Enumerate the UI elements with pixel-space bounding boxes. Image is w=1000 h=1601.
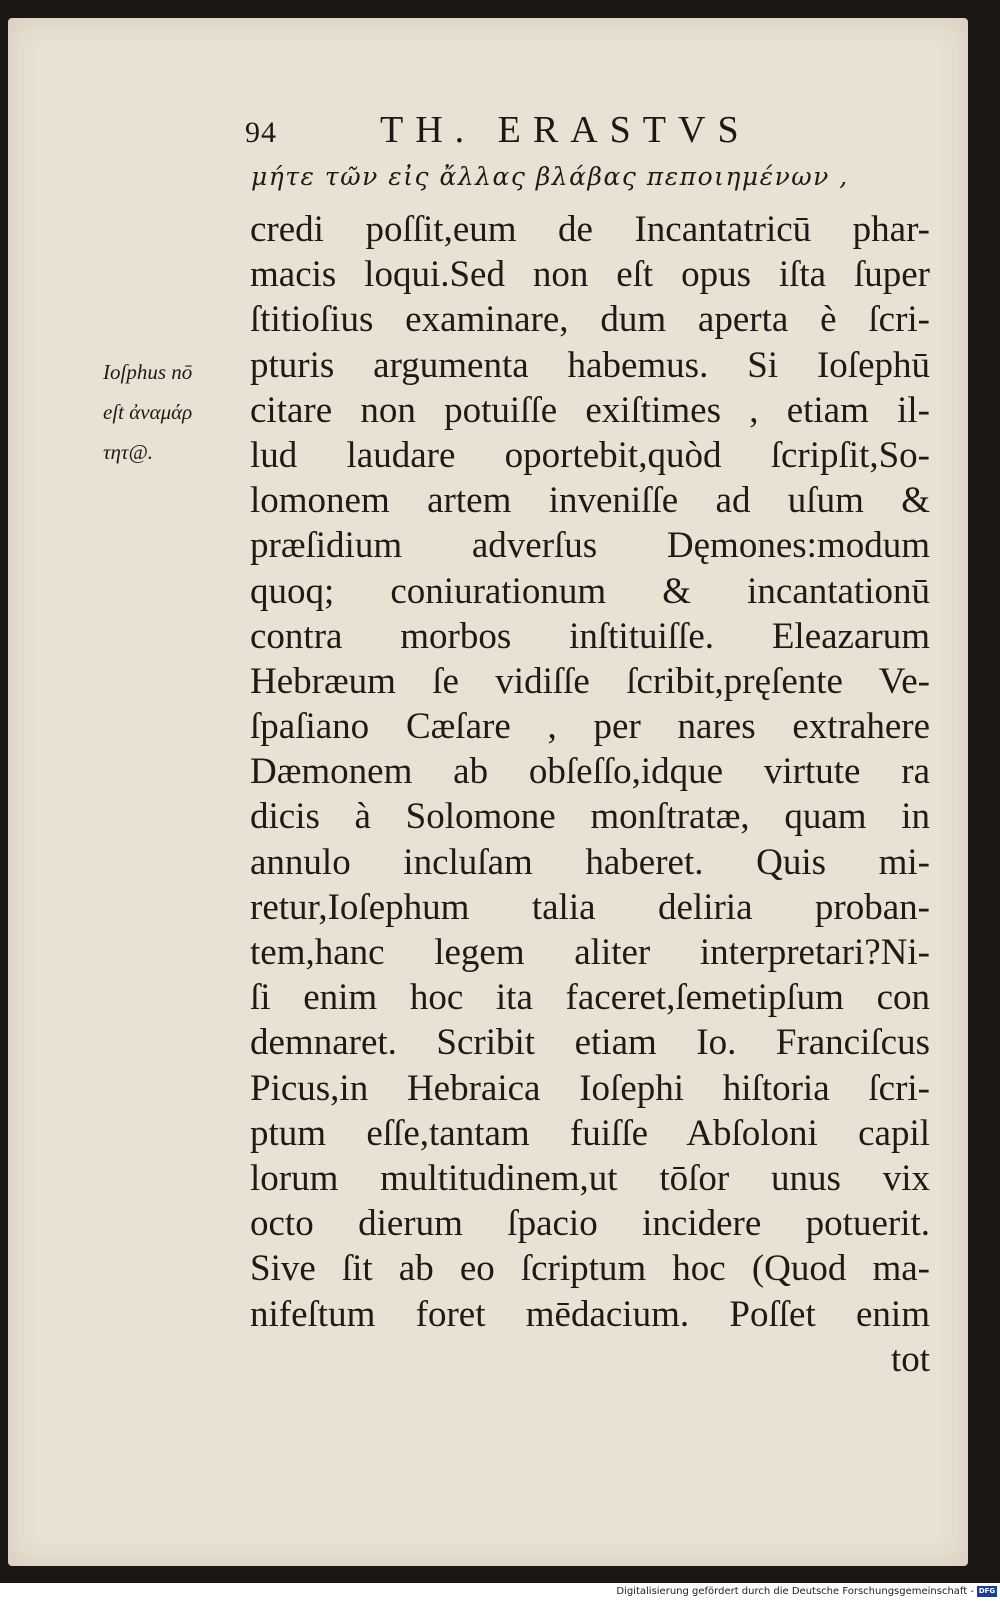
text-line: annulo incluſam haberet. Quis mi-: [250, 841, 930, 883]
dfg-logo-icon: DFG: [978, 1587, 996, 1595]
text-line: demnaret. Scribit etiam Io. Franciſcus: [250, 1022, 930, 1064]
text-line: ſi enim hoc ita faceret,ſemetipſum con: [250, 977, 930, 1019]
margin-note: [103, 352, 251, 472]
page-number: 94: [245, 116, 277, 149]
text-line: retur,Ioſephum talia deliria proban-: [250, 886, 930, 928]
text-line: ſpaſiano Cæſare , per nares extrahere: [250, 706, 930, 748]
text-line: credi poſſit,eum de Incantatricū phar-: [250, 209, 930, 250]
body-text: [250, 207, 930, 1382]
catchword: tot: [890, 1338, 930, 1380]
text-line: Sive ſit ab eo ſcriptum hoc (Quod ma-: [250, 1248, 930, 1290]
greek-quotation: μήτε τῶν εἰς ἄλλας βλάβας πεποιημένων ,: [251, 162, 849, 191]
text-line: contra morbos inſtituiſſe. Eleazarum: [250, 615, 930, 657]
margin-note-line: eſt ἀναμάρ: [103, 400, 193, 424]
running-head: TH. ERASTVS: [380, 109, 751, 151]
text-line: macis loqui.Sed non eſt opus iſta ſuper: [250, 254, 930, 296]
text-line: octo dierum ſpacio incidere potuerit.: [250, 1203, 930, 1245]
text-line: Picus,in Hebraica Ioſephi hiſtoria ſcri-: [250, 1067, 930, 1109]
margin-note-line: τητ@.: [103, 440, 154, 464]
text-line: ptum eſſe,tantam fuiſſe Abſoloni capil: [250, 1112, 930, 1154]
margin-note-line: Ioſphus nō: [103, 360, 193, 384]
text-line: Hebræum ſe vidiſſe ſcribit,pręſente Ve-: [250, 660, 930, 702]
text-line: lorum multitudinem,ut tōſor unus vix: [250, 1157, 930, 1199]
text-line: tem,hanc legem aliter interpretari?Ni-: [250, 932, 930, 973]
text-line: lomonem artem inveniſſe ad uſum &: [250, 480, 930, 522]
text-line: quoq; coniurationum & incantationū: [250, 570, 930, 612]
text-line: nifeſtum foret mēdacium. Poſſet enim: [250, 1293, 930, 1335]
text-line: Dæmonem ab obſeſſo,idque virtute ra: [250, 751, 930, 793]
funding-notice: Digitalisierung gefördert durch die Deutsche Forschungsgemeinschaft -: [616, 1586, 974, 1597]
text-line: dicis à Solomone monſtratæ, quam in: [250, 796, 930, 838]
text-line: præſidium adverſus Dęmones:modum: [250, 525, 930, 567]
text-line: pturis argumenta habemus. Si Ioſephū: [250, 344, 930, 386]
footer-bar: [0, 1583, 1000, 1601]
text-line: citare non potuiſſe exiſtimes , etiam il-: [250, 389, 930, 431]
text-line: ſtitioſius examinare, dum aperta è ſcri-: [250, 299, 930, 341]
text-line: lud laudare oportebit,quòd ſcripſit,So-: [250, 434, 930, 476]
page-header: [245, 108, 845, 158]
